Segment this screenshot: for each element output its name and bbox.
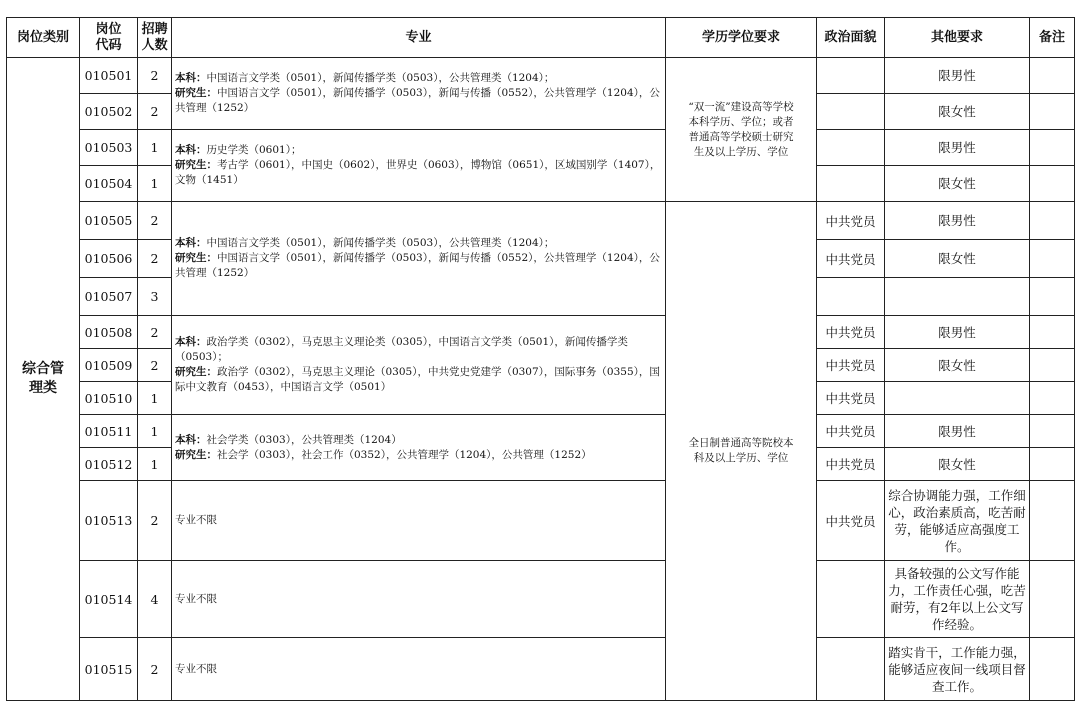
note-cell <box>1030 94 1075 130</box>
political-cell <box>817 130 885 166</box>
table-row <box>7 638 1075 701</box>
table-row <box>7 415 1075 448</box>
hire-count: 2 <box>138 316 172 349</box>
political-cell: 中共党员 <box>817 240 885 278</box>
major-grad: 中国语言文学（0501），新闻传播学（0503），新闻与传播（0552），公共管理学（1204），公共管理（1252） <box>175 87 660 114</box>
post-code: 010508 <box>80 316 138 349</box>
major-cell: 专业不限 <box>172 481 666 561</box>
hire-count: 2 <box>138 94 172 130</box>
table-row <box>7 58 1075 94</box>
hire-count: 2 <box>138 58 172 94</box>
grad-label: 研究生： <box>175 448 217 461</box>
political-cell: 中共党员 <box>817 202 885 240</box>
political-cell <box>817 278 885 316</box>
political-cell <box>817 94 885 130</box>
hire-count: 2 <box>138 240 172 278</box>
post-code: 010514 <box>80 561 138 638</box>
post-code: 010506 <box>80 240 138 278</box>
major-grad: 中国语言文学（0501），新闻传播学（0503），新闻与传播（0552），公共管理学（1204），公共管理（1252） <box>175 252 660 279</box>
table-row <box>7 481 1075 561</box>
hire-count: 1 <box>138 415 172 448</box>
table-row <box>7 316 1075 349</box>
header-code: 岗位代码 <box>80 18 138 58</box>
note-cell <box>1030 58 1075 94</box>
major-grad: 政治学（0302），马克思主义理论（0305），中共党史党建学（0307），国际事务（0355），国际中文教育（0453），中国语言文学（0501） <box>175 366 660 393</box>
header-count: 招聘人数 <box>138 18 172 58</box>
education-cell: “双一流”建设高等学校本科学历、学位；或者普通高等学校硕士研究生及以上学历、学位 <box>666 58 817 202</box>
major-grad: 考古学（0601），中国史（0602），世界史（0603），博物馆（0651），区域国别学（1407），文物（1451） <box>175 159 661 186</box>
major-cell <box>172 130 666 202</box>
grad-label: 研究生： <box>175 159 217 171</box>
major-cell: 专业不限 <box>172 638 666 701</box>
other-requirement: 限女性 <box>885 448 1030 481</box>
note-cell <box>1030 349 1075 382</box>
note-cell <box>1030 202 1075 240</box>
education-cell: 全日制普通高等院校本科及以上学历、学位 <box>666 202 817 701</box>
header-education: 学历学位要求 <box>666 18 817 58</box>
other-requirement: 限男性 <box>885 316 1030 349</box>
political-cell: 中共党员 <box>817 382 885 415</box>
grad-label: 研究生： <box>175 366 217 378</box>
political-cell <box>817 638 885 701</box>
note-cell <box>1030 638 1075 701</box>
major-undergrad: 政治学类（0302），马克思主义理论类（0305），中国语言文学类（0501），新闻传播学类（0503）； <box>175 336 628 363</box>
other-requirement: 限女性 <box>885 349 1030 382</box>
hire-count: 3 <box>138 278 172 316</box>
undergrad-label: 本科： <box>175 237 207 249</box>
hire-count: 1 <box>138 166 172 202</box>
header-category: 岗位类别 <box>7 18 80 58</box>
political-cell: 中共党员 <box>817 448 885 481</box>
post-code: 010505 <box>80 202 138 240</box>
political-cell <box>817 58 885 94</box>
political-cell <box>817 166 885 202</box>
other-requirement: 综合协调能力强，工作细心，政治素质高，吃苦耐劳，能够适应高强度工作。 <box>885 481 1030 561</box>
other-requirement: 限女性 <box>885 166 1030 202</box>
category-cell: 综合管理类 <box>7 58 80 701</box>
major-cell: 专业不限 <box>172 561 666 638</box>
header-political: 政治面貌 <box>817 18 885 58</box>
note-cell <box>1030 448 1075 481</box>
post-code: 010509 <box>80 349 138 382</box>
note-cell <box>1030 415 1075 448</box>
hire-count: 2 <box>138 202 172 240</box>
table-row <box>7 561 1075 638</box>
post-code: 010510 <box>80 382 138 415</box>
hire-count: 1 <box>138 382 172 415</box>
header-row <box>7 18 1075 58</box>
post-code: 010512 <box>80 448 138 481</box>
other-requirement: 限男性 <box>885 415 1030 448</box>
political-cell <box>817 561 885 638</box>
note-cell <box>1030 166 1075 202</box>
major-cell <box>172 415 666 481</box>
hire-count: 1 <box>138 448 172 481</box>
other-requirement: 限男性 <box>885 202 1030 240</box>
recruitment-table <box>6 17 1075 701</box>
note-cell <box>1030 561 1075 638</box>
undergrad-label: 本科： <box>175 144 207 156</box>
other-requirement: 限男性 <box>885 58 1030 94</box>
other-requirement: 限男性 <box>885 130 1030 166</box>
post-code: 010501 <box>80 58 138 94</box>
other-requirement <box>885 382 1030 415</box>
political-cell: 中共党员 <box>817 349 885 382</box>
political-cell: 中共党员 <box>817 481 885 561</box>
major-cell <box>172 316 666 415</box>
hire-count: 2 <box>138 638 172 701</box>
post-code: 010515 <box>80 638 138 701</box>
other-requirement: 限女性 <box>885 94 1030 130</box>
major-cell <box>172 202 666 316</box>
major-cell <box>172 58 666 130</box>
post-code: 010503 <box>80 130 138 166</box>
other-requirement <box>885 278 1030 316</box>
post-code: 010502 <box>80 94 138 130</box>
major-undergrad: 中国语言文学类（0501），新闻传播学类（0503），公共管理类（1204）； <box>206 237 555 249</box>
major-undergrad: 社会学类（0303），公共管理类（1204） <box>206 433 402 446</box>
header-note: 备注 <box>1030 18 1075 58</box>
other-requirement: 踏实肯干，工作能力强，能够适应夜间一线项目督查工作。 <box>885 638 1030 701</box>
political-cell: 中共党员 <box>817 415 885 448</box>
grad-label: 研究生： <box>175 252 217 264</box>
major-undergrad: 中国语言文学类（0501），新闻传播学类（0503），公共管理类（1204）； <box>206 72 555 84</box>
post-code: 010511 <box>80 415 138 448</box>
note-cell <box>1030 481 1075 561</box>
undergrad-label: 本科： <box>175 433 207 446</box>
header-major: 专业 <box>172 18 666 58</box>
hire-count: 4 <box>138 561 172 638</box>
note-cell <box>1030 382 1075 415</box>
major-undergrad: 历史学类（0601）； <box>206 144 302 156</box>
other-requirement: 限女性 <box>885 240 1030 278</box>
undergrad-label: 本科： <box>175 72 207 84</box>
header-other: 其他要求 <box>885 18 1030 58</box>
note-cell <box>1030 316 1075 349</box>
grad-label: 研究生： <box>175 87 217 99</box>
hire-count: 2 <box>138 481 172 561</box>
post-code: 010507 <box>80 278 138 316</box>
note-cell <box>1030 130 1075 166</box>
political-cell: 中共党员 <box>817 316 885 349</box>
hire-count: 1 <box>138 130 172 166</box>
other-requirement: 具备较强的公文写作能力，工作责任心强，吃苦耐劳，有2年以上公文写作经验。 <box>885 561 1030 638</box>
hire-count: 2 <box>138 349 172 382</box>
post-code: 010504 <box>80 166 138 202</box>
major-grad: 社会学（0303），社会工作（0352），公共管理学（1204），公共管理（1252） <box>217 448 592 461</box>
note-cell <box>1030 278 1075 316</box>
table-row <box>7 202 1075 240</box>
post-code: 010513 <box>80 481 138 561</box>
note-cell <box>1030 240 1075 278</box>
undergrad-label: 本科： <box>175 336 207 348</box>
table-row <box>7 130 1075 166</box>
